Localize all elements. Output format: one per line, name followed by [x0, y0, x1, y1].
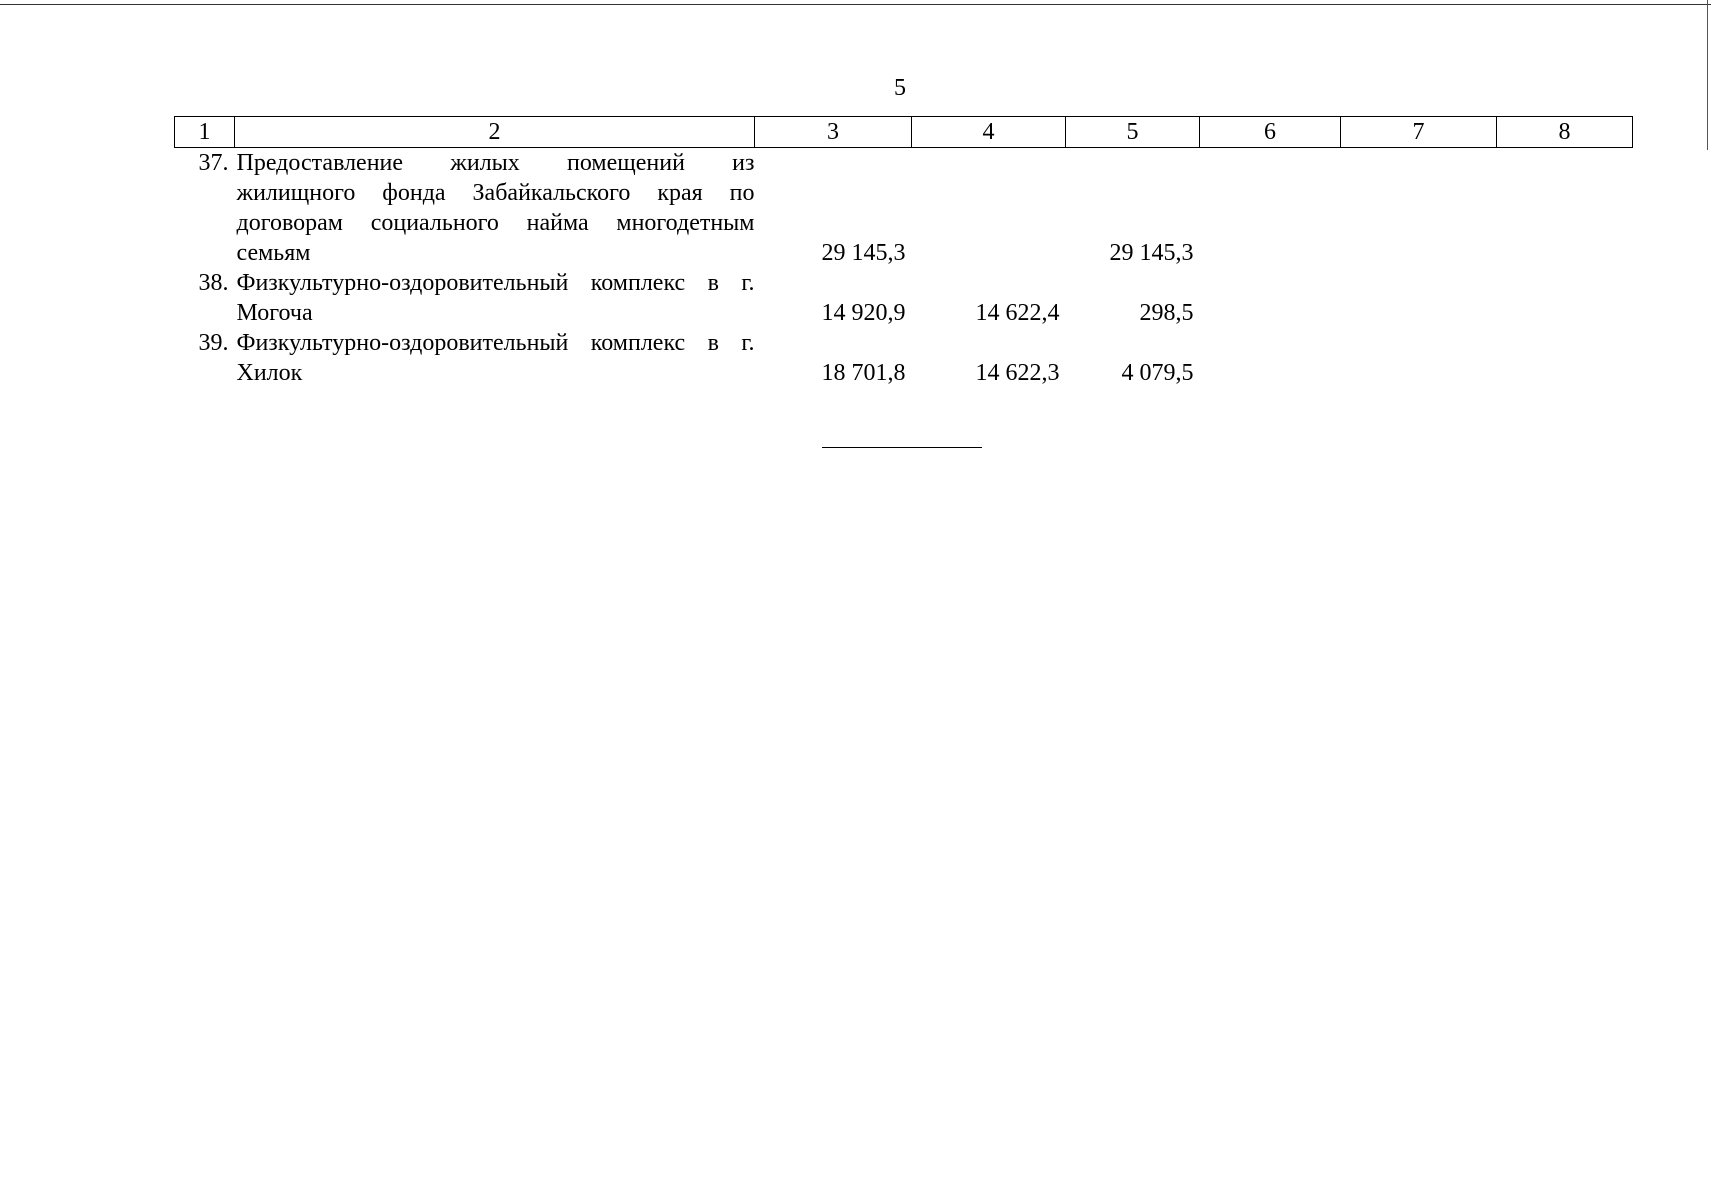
end-of-document-rule — [822, 447, 982, 448]
cell-col4: 14 622,3 — [975, 360, 1060, 386]
table-header-row — [175, 117, 1633, 148]
cell-col6 — [1200, 328, 1341, 388]
budget-table — [174, 116, 1632, 388]
cell-col8 — [1497, 148, 1633, 269]
table-row — [175, 328, 1633, 388]
column-header: 2 — [235, 117, 755, 148]
cell-col7 — [1341, 268, 1497, 328]
cell-col3: 18 701,8 — [821, 360, 906, 386]
row-name: Физкультурно-оздоровительный комплекс в г. Хилок — [236, 330, 755, 386]
table-row — [175, 148, 1633, 269]
column-header: 1 — [175, 117, 235, 148]
cell-col6 — [1200, 268, 1341, 328]
cell-col5: 4 079,5 — [1121, 360, 1194, 386]
cell-col7 — [1341, 328, 1497, 388]
row-number: 39. — [198, 330, 229, 356]
column-header: 5 — [1066, 117, 1200, 148]
page-number: 5 — [894, 75, 906, 101]
row-number: 38. — [198, 270, 229, 296]
cell-col4: 14 622,4 — [975, 300, 1060, 326]
column-header: 3 — [755, 117, 912, 148]
scan-edge-top — [0, 4, 1711, 5]
cell-col8 — [1497, 268, 1633, 328]
cell-col4 — [912, 148, 1066, 269]
row-number: 37. — [198, 150, 229, 176]
cell-col8 — [1497, 328, 1633, 388]
data-table — [174, 116, 1633, 388]
row-name: Предоставление жилых помещений из жилищного фонда Забайкальского края по договорам социального найма многодетным семьям — [236, 150, 755, 266]
cell-col3: 14 920,9 — [821, 300, 906, 326]
column-header: 8 — [1497, 117, 1633, 148]
cell-col3: 29 145,3 — [821, 240, 906, 266]
column-header: 6 — [1200, 117, 1341, 148]
cell-col5: 298,5 — [1139, 300, 1194, 326]
table-row — [175, 268, 1633, 328]
scan-edge-right — [1707, 0, 1708, 150]
column-header: 7 — [1341, 117, 1497, 148]
column-header: 4 — [912, 117, 1066, 148]
cell-col7 — [1341, 148, 1497, 269]
cell-col5: 29 145,3 — [1109, 240, 1194, 266]
cell-col6 — [1200, 148, 1341, 269]
row-name: Физкультурно-оздоровительный комплекс в г. Могоча — [236, 270, 755, 326]
